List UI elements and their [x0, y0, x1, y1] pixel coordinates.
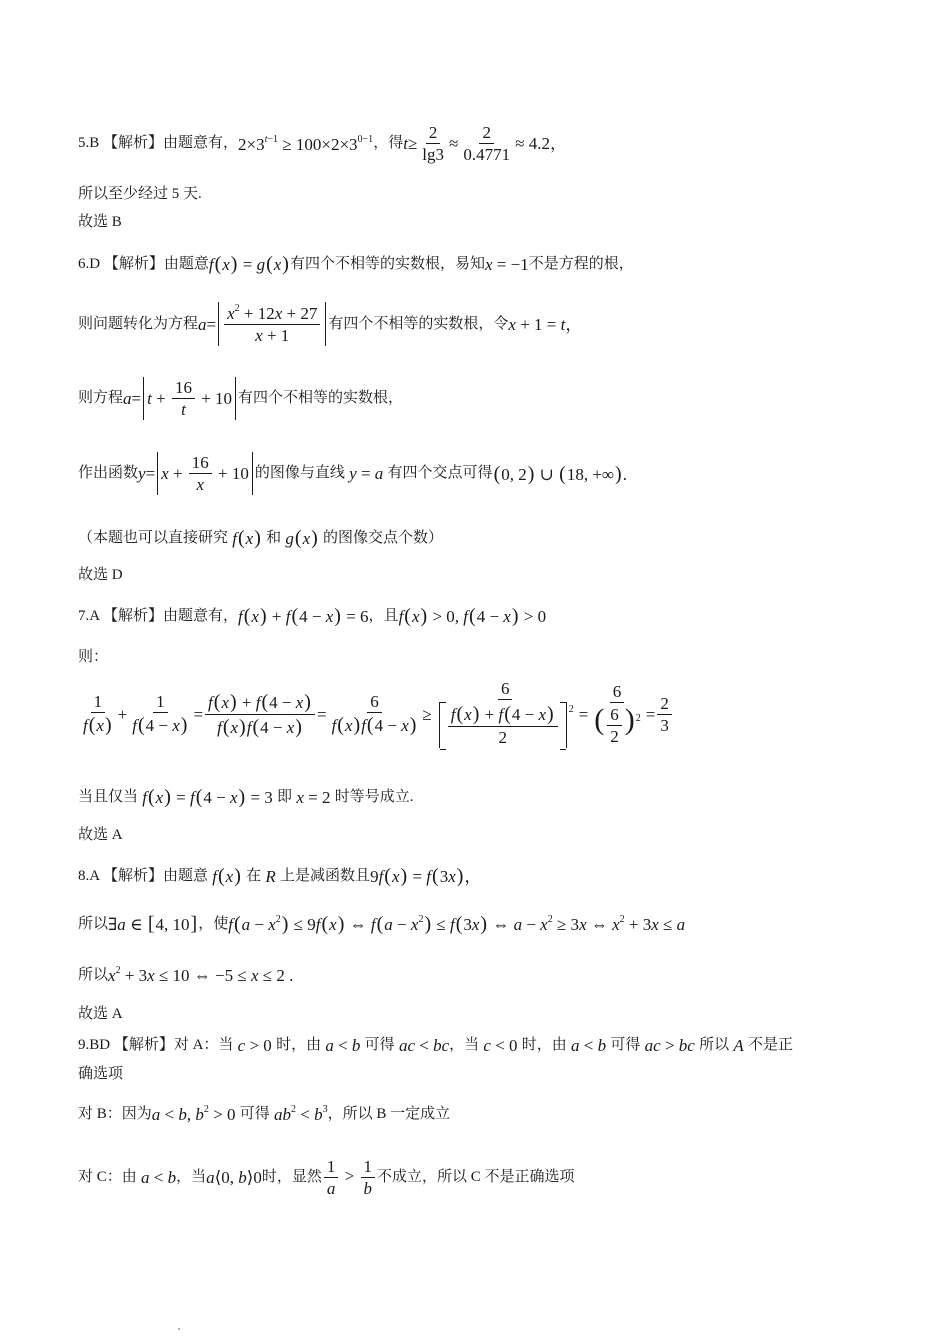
q8-result: $x^2 + 3x \le 10$ ⇔ −5 ≤ x ≤ 2 . — [108, 965, 294, 985]
q9-a5: 可得 — [610, 1037, 641, 1053]
q6-l2-mid: 有四个不相等的实数根，令 — [328, 315, 509, 332]
q5-pick: 故选 B — [78, 214, 122, 230]
q9-c-pos: c > 0 — [237, 1036, 277, 1055]
q6-y: y — [138, 464, 146, 483]
q6-x-neg1: x = −1 — [484, 254, 529, 274]
q8-mid: 在 — [246, 867, 262, 884]
q7-eq-end: 时等号成立. — [334, 788, 414, 805]
q8-pick: 故选 A — [78, 1006, 123, 1022]
q7-eq-cond: f(x) = f(4 − x) = 3 — [142, 786, 278, 808]
q9-ac-lt-bc: ac < bc — [398, 1036, 450, 1055]
q5-ge: ≥ — [407, 134, 418, 153]
q9-b-end: ，所以 B 一定成立 — [327, 1105, 451, 1122]
q5-line1 — [78, 124, 567, 163]
q6-l4-mid2: 有四个交点可得 — [387, 465, 493, 481]
q5-approx: ≈ — [449, 134, 459, 153]
q6-line2 — [78, 302, 582, 346]
q6-line5 — [78, 528, 443, 548]
q6-a: a — [198, 314, 207, 334]
q6-line4 — [78, 452, 627, 495]
q8-scale: 9f(x) = f(3x)， — [370, 865, 482, 887]
q5-tail: ≈ 4.2， — [515, 134, 567, 153]
q6-l4-mid: 的图像与直线 — [254, 465, 345, 481]
q6-gx: g(x) — [285, 527, 318, 549]
q8-intro: 8.A 【解析】由题意 — [78, 867, 209, 884]
q9-line1b: 确选项 — [78, 1066, 124, 1082]
q6-eq-sign2: = — [131, 389, 142, 408]
q8-fx: f(x) — [212, 865, 241, 887]
q9-a4: 时，由 — [521, 1037, 567, 1053]
q7-pick: 故选 A — [78, 827, 123, 843]
q9-a6: 所以 — [699, 1037, 730, 1053]
q6-abs-x: x + $\frac{16}{x}$ + 10 — [157, 452, 253, 495]
q8-l3-head: 所以 — [78, 966, 109, 983]
q7-eq-mid: 即 — [277, 788, 293, 805]
q6-abs-frac: $\frac{x^2 + 12x + 27}{x + 1}$ — [218, 302, 326, 346]
q6-note-end: 的图像交点个数） — [323, 529, 444, 546]
q7-and: ，且 — [368, 607, 399, 624]
q5-frac-2: $\frac{2}{0.4771}$ — [463, 123, 511, 164]
q7-sum: f(x) + f(4 − x) = 6 — [238, 605, 369, 627]
q7-equality — [78, 787, 413, 807]
q6-eq-sign3: = — [145, 464, 156, 483]
q6-sub: x + 1 = t， — [508, 314, 583, 334]
q5-get: ，得 — [373, 135, 404, 151]
q9-line-b — [78, 1105, 450, 1123]
q6-note-and: 和 — [266, 529, 282, 546]
q6-answer-set: (0, 2) ∪ (18, +∞). — [493, 462, 627, 485]
q6-a2: a — [123, 389, 132, 408]
q6-line1 — [78, 254, 634, 274]
q5-intro: 5.B 【解析】由题意有， — [78, 135, 239, 151]
q8-line2 — [78, 914, 685, 934]
q9-c-range: a⟨0, b⟩0 — [206, 1168, 262, 1187]
q7-then: 则： — [78, 649, 109, 665]
q6-intro: 6.D 【解析】由题意 — [78, 255, 209, 272]
q7-chain: $\frac{1}{f(x)}$ + $\frac{1}{f(4 - x)}$ = $\frac{f(x) + f(4 - x)}{f(x)f(4 - x)}$ = $\frac{6}{f(x)f(4 - x)}$ ≥ 6 $\frac{f(x) + f(4 - x)}{2}$ $^2$ = 6 ( $\frac{6}{2}$ )$^2$ = $\frac{2}{3}$ — [78, 680, 674, 748]
q9-c-mid2: 时，显然 — [261, 1169, 322, 1185]
q9-a-lt-b2: a < b — [571, 1036, 607, 1055]
q6-note: （本题也可以直接研究 — [78, 529, 229, 546]
q7-x2: x = 2 — [296, 787, 335, 807]
q6-pick: 故选 D — [78, 567, 123, 583]
q9-c-end: 不成立，所以 C 不是正确选项 — [377, 1169, 575, 1185]
footer-dot — [178, 1328, 180, 1330]
q9-intro: 9.BD 【解析】对 A：当 — [78, 1037, 234, 1053]
q9-A: A — [729, 1036, 748, 1055]
q9-c-mid: ，当 — [176, 1169, 207, 1185]
q7-eq-head: 当且仅当 — [78, 788, 139, 805]
q9-b-cond: a < b, $b^2 > 0$ — [151, 1104, 240, 1124]
q8-l2-mid: ，使 — [198, 915, 229, 932]
q5-frac-1: $\frac{2}{\lg 3}$ — [422, 123, 445, 164]
q9-c-neg: c < 0 — [483, 1036, 522, 1055]
q7-intro: 7.A 【解析】由题意有， — [78, 607, 239, 624]
q9-a2: 可得 — [364, 1037, 395, 1053]
q8-R: R — [261, 866, 281, 886]
q6-l1-mid: 有四个不相等的实数根，易知 — [289, 255, 485, 272]
q9-c-head: 对 C：由 — [78, 1169, 137, 1185]
q6-l2-head: 则问题转化为方程 — [78, 315, 199, 332]
q9-b-head: 对 B：因为 — [78, 1105, 152, 1122]
q9-a1: 时，由 — [276, 1037, 322, 1053]
q6-fx: f(x) — [232, 527, 261, 549]
q5-t: t — [403, 134, 408, 153]
q8-mid2: 上是减函数且 — [280, 867, 371, 884]
q9-b-res: $ab^2 < b^3$ — [273, 1104, 328, 1124]
q6-line3 — [78, 377, 403, 420]
q9-a7: 不是正 — [748, 1037, 794, 1053]
q8-chain: $f(a - x^2) \le 9f(x)$ ⇔ $f(a - x^2) \le f(3x)$ ⇔ $a - x^2 \ge 3x$ ⇔ $x^2 + 3x \le a$ — [228, 913, 686, 935]
q8-exists: ∃a ∈ [4, 10] — [108, 913, 198, 935]
q9-a-lt-b: a < b — [325, 1036, 361, 1055]
q9-ac-gt-bc: ac > bc — [644, 1036, 695, 1055]
q5-line2: 所以至少经过 5 天. — [78, 186, 202, 202]
q6-abs-t: t + $\frac{16}{t}$ + 10 — [143, 377, 236, 420]
q9-b-mid: 可得 — [239, 1105, 270, 1122]
q6-eq-sign: = — [206, 314, 217, 334]
q9-c-frac: $\frac{1}{a}$ > $\frac{1}{b}$ — [322, 1158, 377, 1197]
q9-line-c — [78, 1158, 575, 1197]
q5-inequality: $2\times 3^{t-1} \ge 100\times 2\times 3^{0-1}$ — [238, 133, 374, 154]
q6-line-ya: y = a — [349, 464, 384, 483]
q6-l4-head: 作出函数 — [78, 465, 139, 481]
q9-line1 — [78, 1037, 793, 1054]
q6-l1-end: 不是方程的根， — [528, 255, 634, 272]
q6-l3-end: 有四个不相等的实数根， — [238, 390, 404, 406]
q7-positive: f(x) > 0, f(4 − x) > 0 — [398, 605, 547, 627]
q8-line1 — [78, 866, 481, 886]
q9-c-cond: a < b — [141, 1168, 177, 1187]
q6-eq: f(x) = g(x) — [208, 253, 289, 275]
q8-l2-head: 所以 — [78, 915, 109, 932]
q6-l3-head: 则方程 — [78, 390, 124, 406]
q9-a3: ，当 — [449, 1037, 480, 1053]
q8-line3 — [78, 966, 293, 984]
q7-line1 — [78, 606, 546, 626]
